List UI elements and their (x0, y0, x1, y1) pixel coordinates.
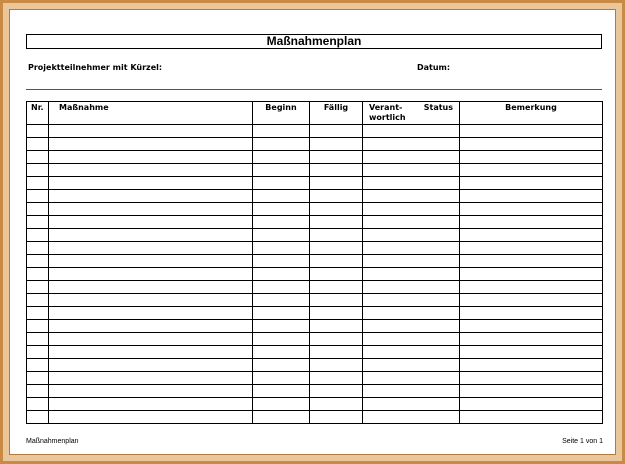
table-cell[interactable] (27, 242, 49, 255)
table-row (27, 125, 603, 138)
table-cell[interactable] (460, 229, 603, 242)
table-cell[interactable] (363, 294, 460, 307)
participants-label: Projektteilnehmer mit Kürzel: (28, 63, 163, 72)
table-row (27, 320, 603, 333)
table-cell[interactable] (363, 320, 460, 333)
table-cell[interactable] (363, 229, 460, 242)
table-cell[interactable] (310, 177, 363, 190)
table-cell[interactable] (27, 138, 49, 151)
table-cell[interactable] (49, 242, 253, 255)
table-cell[interactable] (49, 281, 253, 294)
table-cell[interactable] (27, 229, 49, 242)
table-cell[interactable] (49, 307, 253, 320)
table-cell[interactable] (363, 255, 460, 268)
table-cell[interactable] (363, 307, 460, 320)
table-cell[interactable] (27, 177, 49, 190)
window-frame (3, 3, 622, 461)
table-cell[interactable] (310, 320, 363, 333)
table-row (27, 138, 603, 151)
table-cell[interactable] (310, 411, 363, 424)
table-cell[interactable] (363, 333, 460, 346)
table-cell[interactable] (460, 216, 603, 229)
table-cell[interactable] (460, 333, 603, 346)
table-row (27, 190, 603, 203)
table-cell[interactable] (27, 398, 49, 411)
table-cell[interactable] (253, 385, 310, 398)
table-cell[interactable] (460, 320, 603, 333)
table-row (27, 346, 603, 359)
table-cell[interactable] (253, 242, 310, 255)
table-cell[interactable] (310, 203, 363, 216)
table-cell[interactable] (49, 138, 253, 151)
table-cell[interactable] (253, 307, 310, 320)
table-cell[interactable] (460, 372, 603, 385)
table-cell[interactable] (253, 216, 310, 229)
table-cell[interactable] (253, 164, 310, 177)
table-row (27, 177, 603, 190)
footer-page-number: Seite 1 von 1 (562, 438, 603, 445)
table-row (27, 359, 603, 372)
table-cell[interactable] (363, 411, 460, 424)
table-cell[interactable] (310, 333, 363, 346)
measures-table (26, 101, 603, 424)
table-cell[interactable] (49, 320, 253, 333)
table-cell[interactable] (27, 333, 49, 346)
column-header-responsible: Verant- wortlich (369, 103, 406, 122)
table-cell[interactable] (363, 216, 460, 229)
table-cell[interactable] (27, 125, 49, 138)
table-cell[interactable] (310, 255, 363, 268)
table-cell[interactable] (49, 177, 253, 190)
table-cell[interactable] (49, 229, 253, 242)
table-cell[interactable] (253, 125, 310, 138)
table-cell[interactable] (49, 216, 253, 229)
table-row (27, 294, 603, 307)
table-cell[interactable] (460, 151, 603, 164)
table-row (27, 411, 603, 424)
table-cell[interactable] (460, 268, 603, 281)
table-cell[interactable] (460, 359, 603, 372)
table-cell[interactable] (49, 164, 253, 177)
table-cell[interactable] (310, 125, 363, 138)
table-row (27, 372, 603, 385)
table-cell[interactable] (310, 151, 363, 164)
table-cell[interactable] (310, 372, 363, 385)
table-cell[interactable] (253, 281, 310, 294)
document-title: Maßnahmenplan (26, 34, 602, 49)
divider-line (26, 89, 602, 90)
column-header-nr: Nr. (27, 102, 49, 125)
table-cell[interactable] (310, 281, 363, 294)
table-cell[interactable] (363, 203, 460, 216)
table-cell[interactable] (310, 138, 363, 151)
table-cell[interactable] (363, 372, 460, 385)
table-cell[interactable] (27, 307, 49, 320)
table-cell[interactable] (253, 151, 310, 164)
table-cell[interactable] (460, 138, 603, 151)
table-cell[interactable] (253, 411, 310, 424)
table-cell[interactable] (310, 268, 363, 281)
table-cell[interactable] (310, 307, 363, 320)
table-cell[interactable] (460, 307, 603, 320)
table-cell[interactable] (253, 320, 310, 333)
table-cell[interactable] (49, 346, 253, 359)
table-cell[interactable] (460, 255, 603, 268)
table-cell[interactable] (253, 398, 310, 411)
table-cell[interactable] (253, 268, 310, 281)
table-cell[interactable] (253, 294, 310, 307)
table-cell[interactable] (460, 398, 603, 411)
table-cell[interactable] (27, 320, 49, 333)
table-cell[interactable] (460, 125, 603, 138)
table-cell[interactable] (253, 359, 310, 372)
table-cell[interactable] (27, 268, 49, 281)
table-cell[interactable] (27, 151, 49, 164)
table-cell[interactable] (460, 242, 603, 255)
table-cell[interactable] (27, 411, 49, 424)
table-cell[interactable] (27, 372, 49, 385)
table-cell[interactable] (253, 138, 310, 151)
table-cell[interactable] (363, 164, 460, 177)
table-cell[interactable] (460, 411, 603, 424)
table-cell[interactable] (253, 229, 310, 242)
table-cell[interactable] (460, 385, 603, 398)
table-cell[interactable] (310, 398, 363, 411)
table-cell[interactable] (310, 216, 363, 229)
table-cell[interactable] (460, 203, 603, 216)
date-label: Datum: (417, 63, 451, 72)
column-header-start: Beginn (253, 102, 310, 125)
table-cell[interactable] (27, 385, 49, 398)
document-page (9, 9, 616, 455)
table-cell[interactable] (460, 281, 603, 294)
table-row (27, 164, 603, 177)
table-cell[interactable] (310, 294, 363, 307)
table-cell[interactable] (49, 125, 253, 138)
table-row (27, 216, 603, 229)
table-row (27, 229, 603, 242)
table-cell[interactable] (49, 411, 253, 424)
table-cell[interactable] (460, 294, 603, 307)
table-row (27, 268, 603, 281)
table-row (27, 385, 603, 398)
table-cell[interactable] (363, 346, 460, 359)
table-cell[interactable] (363, 385, 460, 398)
table-cell[interactable] (363, 138, 460, 151)
table-cell[interactable] (49, 203, 253, 216)
table-row (27, 281, 603, 294)
table-cell[interactable] (253, 177, 310, 190)
table-cell[interactable] (363, 125, 460, 138)
table-cell[interactable] (27, 216, 49, 229)
table-cell[interactable] (363, 398, 460, 411)
table-cell[interactable] (49, 268, 253, 281)
table-cell[interactable] (363, 281, 460, 294)
table-row (27, 242, 603, 255)
table-cell[interactable] (363, 177, 460, 190)
table-cell[interactable] (253, 372, 310, 385)
table-cell[interactable] (49, 359, 253, 372)
table-cell[interactable] (49, 190, 253, 203)
table-row (27, 333, 603, 346)
table-cell[interactable] (27, 255, 49, 268)
column-header-responsible-status (363, 102, 460, 125)
footer-title: Maßnahmenplan (26, 438, 79, 445)
table-cell[interactable] (310, 346, 363, 359)
table-cell[interactable] (363, 190, 460, 203)
table-cell[interactable] (27, 294, 49, 307)
table-cell[interactable] (310, 190, 363, 203)
table-cell[interactable] (49, 151, 253, 164)
column-header-measure: Maßnahme (49, 102, 253, 125)
table-row (27, 307, 603, 320)
table-cell[interactable] (253, 346, 310, 359)
table-cell[interactable] (253, 190, 310, 203)
table-cell[interactable] (49, 385, 253, 398)
table-cell[interactable] (363, 268, 460, 281)
column-header-status: Status (423, 103, 453, 112)
table-cell[interactable] (310, 385, 363, 398)
table-cell[interactable] (460, 164, 603, 177)
table-row (27, 151, 603, 164)
table-cell[interactable] (310, 229, 363, 242)
table-cell[interactable] (49, 255, 253, 268)
table-cell[interactable] (310, 359, 363, 372)
table-cell[interactable] (27, 203, 49, 216)
table-cell[interactable] (310, 164, 363, 177)
column-header-remark: Bemerkung (460, 102, 603, 125)
table-cell[interactable] (253, 203, 310, 216)
table-header-row (27, 102, 603, 125)
table-cell[interactable] (460, 346, 603, 359)
table-row (27, 255, 603, 268)
table-cell[interactable] (310, 242, 363, 255)
table-cell[interactable] (253, 255, 310, 268)
table-cell[interactable] (253, 333, 310, 346)
table-cell[interactable] (27, 281, 49, 294)
table-cell[interactable] (460, 177, 603, 190)
table-cell[interactable] (27, 359, 49, 372)
table-row (27, 203, 603, 216)
table-cell[interactable] (460, 190, 603, 203)
table-cell[interactable] (49, 333, 253, 346)
column-header-due: Fällig (310, 102, 363, 125)
table-cell[interactable] (27, 346, 49, 359)
table-cell[interactable] (363, 151, 460, 164)
table-row (27, 398, 603, 411)
table-cell[interactable] (27, 164, 49, 177)
table-cell[interactable] (49, 294, 253, 307)
table-cell[interactable] (363, 242, 460, 255)
table-cell[interactable] (49, 372, 253, 385)
table-cell[interactable] (49, 398, 253, 411)
table-cell[interactable] (27, 190, 49, 203)
table-cell[interactable] (363, 359, 460, 372)
